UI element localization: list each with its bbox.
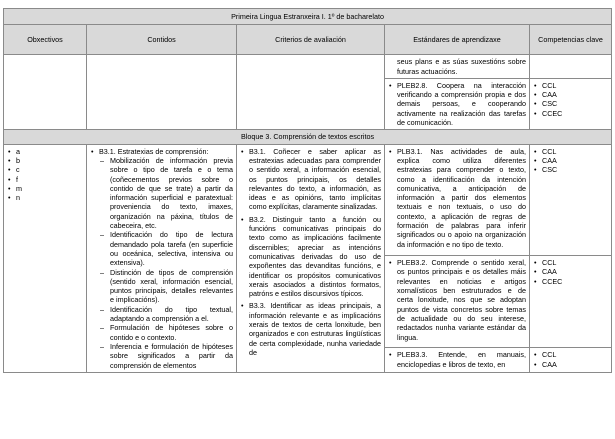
contidos-item: – Distinción de tipos de comprensión (sentido xeral, información esencial, puntos principais, detalles relevantes e implicacións).	[100, 268, 233, 305]
competency-item: • CSC	[533, 99, 608, 108]
objective-item: • c	[7, 165, 83, 174]
contidos-item: – Formulación de hipóteses sobre o contido e o contexto.	[100, 323, 233, 342]
standard-pleb33	[385, 348, 530, 373]
competencies-fragment	[530, 55, 612, 79]
competency-item: • CAA	[533, 360, 608, 369]
contidos-item: – Inferencia e formulación de hipóteses sobre significados a partir da comprensión de elementos	[100, 342, 233, 370]
competencies-plb31	[530, 144, 612, 255]
competencies-pleb32	[530, 256, 612, 348]
criterios-cell-top	[237, 55, 385, 130]
standard-pleb32	[385, 256, 530, 348]
header-contidos: Contidos	[87, 25, 237, 55]
competency-item: • CAA	[533, 156, 608, 165]
competency-item: • CCL	[533, 258, 608, 267]
objective-item: • m	[7, 184, 83, 193]
competency-item: • CCEC	[533, 109, 608, 118]
standard-plb31-text: • PLB3.1. Nas actividades de aula, explica como utiliza diferentes estratexias para comprender o texto, como a identificación da intención comunicativa, a anticipación de información a partir dos elementos textuais e non textuais, o uso do contexto, a aplicación de regras de formación de palabras para inferir significados ou o apoio na organización da información e no tipo de texto.	[388, 147, 526, 249]
competency-item: • CCL	[533, 81, 608, 90]
criterio-item: • B3.1. Coñecer e saber aplicar as estratexias adecuadas para comprender o sentido xeral, a información esencial, os puntos principais, os detalles relevantes do texto, a información, as ideas e as opinións, tanto implícitas como explícitas, claramente sinalizadas.	[240, 147, 381, 212]
criterios-cell	[237, 144, 385, 372]
standard-pleb33-text: • PLEB3.3. Entende, en manuais, enciclopedias e libros de texto, en	[388, 350, 526, 363]
standard-fragment-text: seus plans e as súas suxestións sobre futuras actuacións.	[397, 57, 526, 76]
standard-pleb28-text: • PLEB2.8. Coopera na interacción verificando a comprensión propia e dos demais persoas, e cooperando activamente na realización das tarefas de comunicación.	[388, 81, 526, 127]
competency-item: • CCL	[533, 350, 608, 359]
header-estandares: Estándares de aprendizaxe	[385, 25, 530, 55]
standard-pleb28	[385, 78, 530, 129]
contidos-b31: • B3.1. Estratexias de comprensión:	[90, 147, 233, 156]
contidos-item: – Identificación do tipo textual, adaptando a comprensión a el.	[100, 305, 233, 324]
competency-item: • CCEC	[533, 277, 608, 286]
header-obxectivos: Obxectivos	[4, 25, 87, 55]
competencies-pleb33	[530, 348, 612, 373]
competencies-pleb28	[530, 78, 612, 129]
curriculum-table	[3, 8, 612, 373]
standard-pleb32-text: • PLEB3.2. Comprende o sentido xeral, os puntos principais e os detalles máis relevantes en noticias e artigos xornalísticos ben estruturados e de certa lonxitude, nos que se adoptan puntos de vista concretos sobre temas de actualidade ou do seu interese, redactados nunha variante estándar da lingua.	[388, 258, 526, 342]
objective-item: • f	[7, 175, 83, 184]
competency-item: • CAA	[533, 90, 608, 99]
competency-item: • CAA	[533, 267, 608, 276]
header-competencias: Competencias clave	[530, 25, 612, 55]
contidos-cell	[87, 144, 237, 372]
objectives-cell	[4, 144, 87, 372]
objective-item: • b	[7, 156, 83, 165]
competency-item: • CSC	[533, 165, 608, 174]
objective-item: • a	[7, 147, 83, 156]
objective-item: • n	[7, 193, 83, 202]
criterio-item: • B3.3. Identificar as ideas principais, a información relevante e as implicacións xerais de textos de certa lonxitude, ben organizados e con estruturas lingüísticas de certa complexidade, nunha variedade de	[240, 301, 381, 357]
objectives-cell-top	[4, 55, 87, 130]
header-criterios: Criterios de avaliación	[237, 25, 385, 55]
table-title: Primeira Lingua Estranxeira I. 1º de bacharelato	[4, 9, 612, 25]
contidos-item: – Identificación do tipo de lectura demandado pola tarefa (en superficie ou oceánica, selectiva, intensiva ou extensiva).	[100, 230, 233, 267]
contidos-cell-top	[87, 55, 237, 130]
standard-plb31	[385, 144, 530, 255]
block3-title: Bloque 3. Comprensión de textos escritos	[4, 130, 612, 144]
competency-item: • CCL	[533, 147, 608, 156]
standard-fragment	[385, 55, 530, 79]
contidos-item: – Mobilización de información previa sobre o tipo de tarefa e o tema (coñecementos previos sobre o contido de que se trate) a partir da información superficial e paratextual: proveniencia do texto, imaxes, organización na páxina, títulos de cabeceira, etc.	[100, 156, 233, 230]
criterio-item: • B3.2. Distinguir tanto a función ou funcións comunicativas principais do texto como as implicacións facilmente discernibles; apreciar as intencións comunicativas derivadas do uso de expoñentes das devanditas funcións, e identificar os propósitos comunicativos xerais asociados a distintos formatos, patróns e estilos discursivos típicos.	[240, 215, 381, 299]
